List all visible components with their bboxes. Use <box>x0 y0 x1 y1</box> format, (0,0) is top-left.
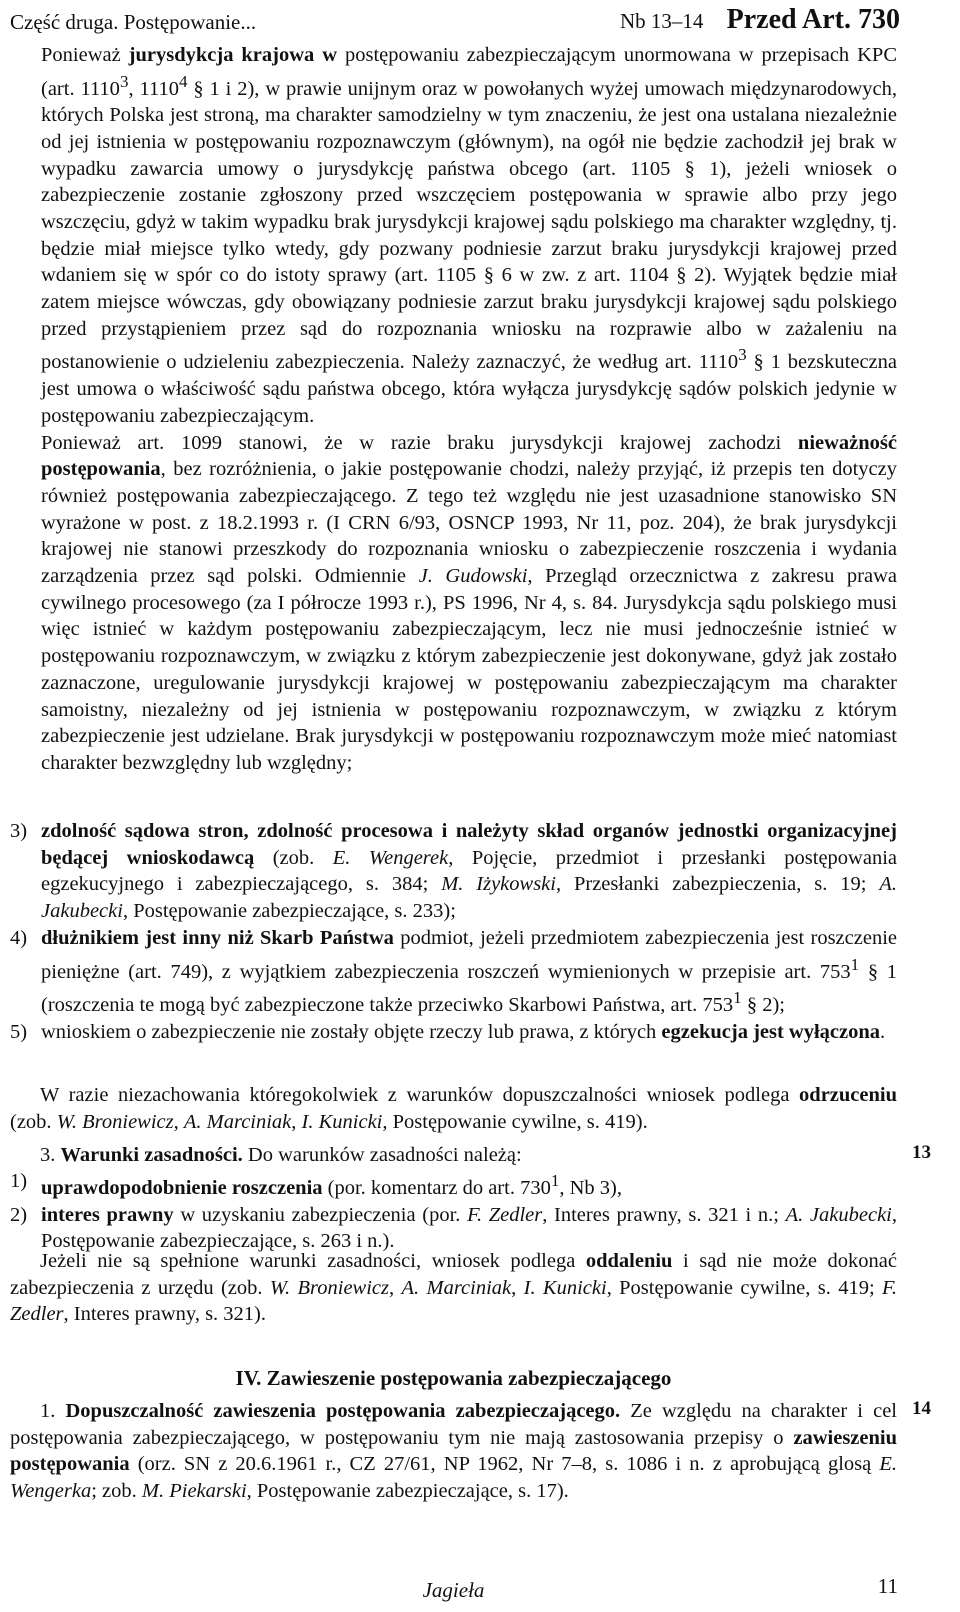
intro-block <box>10 42 897 777</box>
header-nb: Nb 13–14 <box>619 9 704 33</box>
margin-number-14: 14 <box>912 1398 931 1419</box>
paragraph-rejection: W razie niezachowania któregokolwiek z warunków dopuszczalności wniosek podlega odrzuceniu (zob. W. Broniewicz, A. Marciniak, I. Kunicki, Postępowanie cywilne, s. 419). <box>10 1084 897 1133</box>
paragraph-merits-intro: 3. Warunki zasadności. Do warunków zasadności należą: <box>40 1144 522 1166</box>
header-part-title: Część druga. Postępowanie... <box>10 10 257 34</box>
paragraph-dismissal: Jeżeli nie są spełnione warunki zasadności, wniosek podlega oddaleniu i sąd nie może dokonać zabezpieczenia z urzędu (zob. W. Broniewicz, A. Marciniak, I. Kunicki, Postępowanie cywilne, s. 419; F. Zedler, Interes prawny, s. 321). <box>10 1250 898 1326</box>
list-item: 5) wnioskiem o zabezpieczenie nie zostały objęte rzeczy lub prawa, z których egzekucja jest wyłączona. <box>10 1020 886 1043</box>
section-heading: IV. Zawieszenie postępowania zabezpieczającego <box>235 1366 672 1390</box>
page-number: 11 <box>877 1574 898 1598</box>
list-item: 3) zdolność sądowa stron, zdolność procesowa i należyty skład organów jednostki organizacyjnej będącej wnioskodawcą (zob. E. Wengerek, Pojęcie, przedmiot i przesłanki postępowania egzekucyjnego i zabezpieczającego, s. 384; M. Iżykowski, Przesłanki zabezpieczenia, s. 19; A. Jakubecki, Postępowanie zabezpieczające, s. 233); <box>10 820 897 923</box>
list-item: 4) dłużnikiem jest inny niż Skarb Państwa podmiot, jeżeli przedmiotem zabezpieczenia jest roszczenie pieniężne (art. 749), z wyjątkiem zabezpieczenia roszczeń wymienionych w przepisie art. $753^1$ § 1 (roszczenia te mogą być zabezpieczone także przeciwko Skarbowi Państwa, art. $753^1$ § 2); <box>10 926 898 1016</box>
merits-list <box>10 1168 897 1255</box>
footer-author: Jagieła <box>422 1578 485 1602</box>
intro-para: Ponieważ jurysdykcja krajowa w postępowaniu zabezpieczającym unormowana w przepisach KPC (art. 1110$^3$, 1110$^4$ § 1 i 2), w prawie unijnym oraz w powołanych wyżej umowach międzynarodowych, których Polska jest stroną, ma charakter samodzielny w tym znaczeniu, że jest ona ustalana niezależnie od jej istnienia w postępowaniu rozpoznawczym (głównym), na ogół nie będzie zachodził jej brak w wypadku zawarcia umowy o jurysdykcję państwa obcego (art. 1105 § 1), jeżeli wniosek o zabezpieczenie zostanie zgłoszony przed wszczęciem postępowania w sprawie albo przy jego wszczęciu, gdyż w takim wypadku brak jurysdykcji krajowej sądu polskiego ma charakter względny, tj. będzie miał miejsce tylko wtedy, gdy pozwany podniesie zarzut braku jurysdykcji krajowej przed wdaniem się w spór co do istoty sprawy (art. 1105 § 6 w zw. z art. 1104 § 2). Wyjątek będzie miał zatem miejsce wówczas, gdy obowiązany podniesie zarzut braku jurysdykcji krajowej sądu polskiego przed przystąpieniem przez sąd do rozpoznania wniosku na rozprawie albo w zażaleniu na postanowienie o udzieleniu zabezpieczenia. Należy zaznaczyć, że według art. 1110$^3$ § 1 bezskuteczna jest umowa o właściwość sądu państwa obcego, która wyłącza jurysdykcję sądów polskich jedynie w postępowaniu zabezpieczającym. <box>41 44 898 427</box>
running-header <box>10 4 900 38</box>
header-article: Przed Art. 730 <box>726 4 900 35</box>
list-item: 1) uprawdopodobnienie roszczenia (por. komentarz do art. $730^1$, Nb 3), <box>10 1170 623 1199</box>
margin-number-13: 13 <box>912 1142 931 1163</box>
header-right <box>620 4 900 36</box>
list-item: 2) interes prawny w uzyskaniu zabezpieczenia (por. F. Zedler, Interes prawny, s. 321 i n.; A. Jakubecki, Postępowanie zabezpieczające, s. 263 i n.). <box>10 1203 897 1253</box>
intro-para-2: Ponieważ art. 1099 stanowi, że w razie braku jurysdykcji krajowej zachodzi nieważność postępowania, bez rozróżnienia, o jakie postępowanie chodzi, należy przyjąć, iż przepis ten dotyczy również postępowania zabezpieczającego. Z tego też względu nie jest uzasadnione stanowisko SN wyrażone w post. z 18.2.1993 r. (I CRN 6/93, OSNCP 1993, Nr 11, poz. 204), że brak jurysdykcji krajowej nie stanowi przeszkody do rozpoznania wniosku o zabezpieczenie roszczenia i wydania zarządzenia przez sąd polski. Odmiennie J. Gudowski, Przegląd orzecznictwa z zakresu prawa cywilnego procesowego (za I półrocze 1993 r.), PS 1996, Nr 4, s. 84. Jurysdykcja sądu polskiego musi więc istnieć w każdym postępowaniu zabezpieczającym, lecz nie musi jednocześnie istnieć w postępowaniu rozpoznawczym, w związku z którym zabezpieczenie jest dokonywane, gdyż jak zostało zaznaczone, uregulowanie jurysdykcji krajowej w postępowaniu zabezpieczającym ma charakter samoistny, niezależny od jej istnienia w postępowaniu rozpoznawczym, w związku z którym zabezpieczenie jest udzielane. Brak jurysdykcji w postępowaniu rozpoznawczym może mieć natomiast charakter bezwzględny lub względny; <box>41 431 897 774</box>
paragraph-suspension: 1. Dopuszczalność zawieszenia postępowania zabezpieczającego. Ze względu na charakter i cel postępowania zabezpieczającego, w postępowaniu tym nie mają zastosowania przepisy o zawieszeniu postępowania (orz. SN z 20.6.1961 r., CZ 27/61, NP 1962, Nr 7–8, s. 1086 i n. z aprobującą glosą E. Wengerka; zob. M. Piekarski, Postępowanie zabezpieczające, s. 17). <box>10 1400 897 1503</box>
admissibility-list <box>10 818 897 1045</box>
